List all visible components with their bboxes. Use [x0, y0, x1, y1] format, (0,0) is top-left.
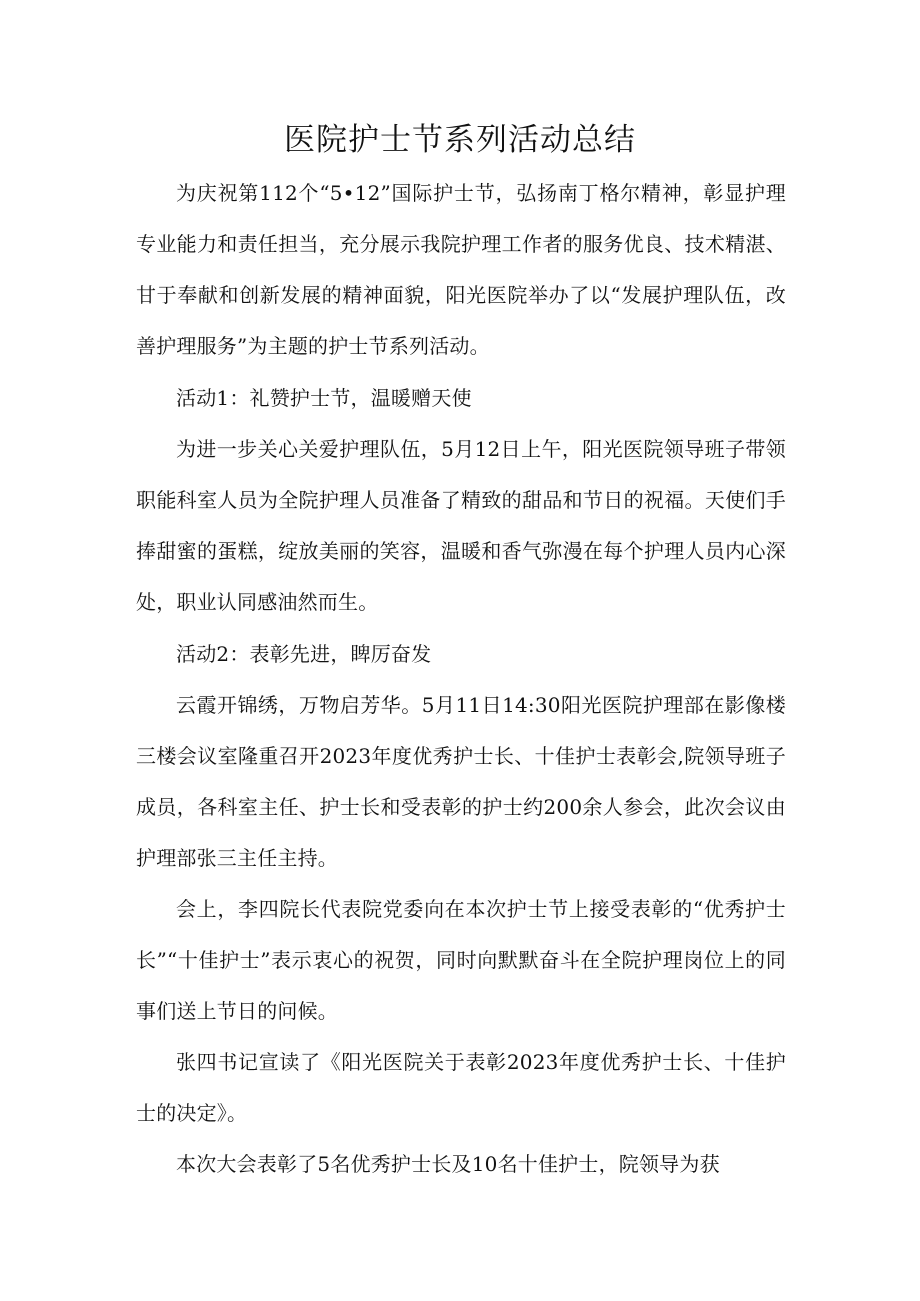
- activity-1-heading: 活动1：礼赞护士节，温暖赠天使: [176, 386, 472, 410]
- awards-paragraph: 本次大会表彰了5名优秀护士长及10名十佳护士，院领导为获: [176, 1152, 720, 1176]
- document-title: 医院护士节系列活动总结: [284, 122, 636, 158]
- intro-paragraph: 为庆祝第112个“5•12”国际护士节，弘扬南丁格尔精神，彰显护理专业能力和责任担当，充分展示我院护理工作者的服务优良、技术精湛、甘于奉献和创新发展的精神面貌，阳光医院举办了以“发展护理队伍，改善护理服务”为主题的护士节系列活动。: [136, 181, 786, 358]
- congratulation-paragraph: 会上，李四院长代表院党委向在本次护士节上接受表彰的“优秀护士长”“十佳护士”表示衷心的祝贺，同时向默默奋斗在全院护理岗位上的同事们送上节日的问候。: [136, 897, 786, 1023]
- decision-paragraph: 张四书记宣读了《阳光医院关于表彰2023年度优秀护士长、十佳护士的决定》。: [136, 1050, 786, 1125]
- activity-2-paragraph: 云霞开锦绣，万物启芳华。5月11日14:30阳光医院护理部在影像楼三楼会议室隆重召开2023年度优秀护士长、十佳护士表彰会,院领导班子成员，各科室主任、护士长和受表彰的护士约200余人参会，此次会议由护理部张三主任主持。: [136, 693, 786, 870]
- activity-1-paragraph: 为进一步关心关爱护理队伍，5月12日上午，阳光医院领导班子带领职能科室人员为全院护理人员准备了精致的甜品和节日的祝福。天使们手捧甜蜜的蛋糕，绽放美丽的笑容，温暖和香气弥漫在每个护理人员内心深处，职业认同感油然而生。: [136, 437, 786, 614]
- activity-2-heading: 活动2：表彰先进，睥厉奋发: [176, 642, 432, 666]
- document-body: [136, 168, 786, 1190]
